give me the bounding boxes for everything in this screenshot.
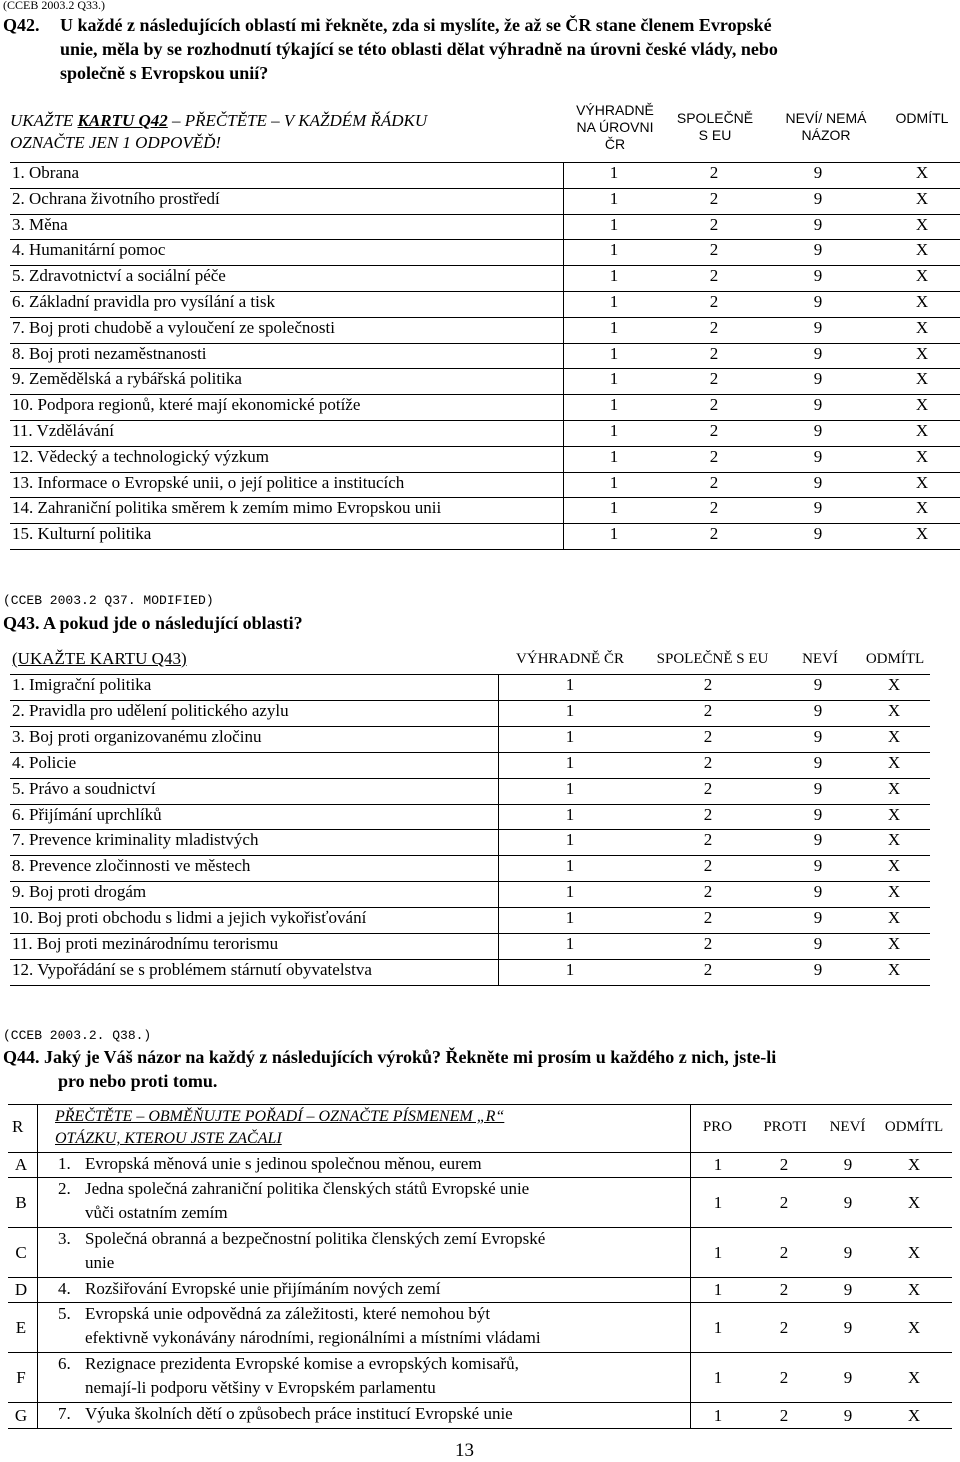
q42-answer-code: 2	[709, 498, 719, 517]
q44-answer-code: 2	[779, 1368, 789, 1387]
rule-line	[8, 1402, 952, 1403]
q44-answer-code: 9	[843, 1368, 853, 1387]
q42-answer-code: 1	[609, 498, 619, 517]
q43-item-label: 8. Prevence zločinnosti ve městech	[12, 856, 251, 875]
rule-line	[10, 549, 960, 550]
q43-answer-code: 2	[703, 779, 713, 798]
q44-item-number: 7.	[58, 1404, 71, 1423]
q44-item-text: Rezignace prezidenta Evropské komise a evropských komisařů,	[85, 1354, 519, 1373]
q44-col-header-pro: PRO	[702, 1119, 733, 1135]
q42-answer-code: 1	[609, 318, 619, 337]
q42-answer-code: 1	[609, 473, 619, 492]
q43-item-label: 5. Právo a soudnictví	[12, 779, 156, 798]
q43-answer-code: X	[887, 701, 901, 720]
q42-answer-code: X	[915, 292, 929, 311]
q44-item-text: nemají-li podporu většiny v Evropském parlamentu	[85, 1378, 436, 1397]
q43-answer-code: 1	[565, 856, 575, 875]
source-reference: (CCEB 2003.2 Q33.)	[3, 0, 105, 12]
q43-item-label: 9. Boj proti drogám	[12, 882, 147, 901]
q44-item-text: Rozšiřování Evropské unie přijímáním nových zemí	[85, 1279, 441, 1298]
q42-col-header-cr: VÝHRADNĚ NA ÚROVNI ČR	[576, 102, 654, 152]
q44-item-number: 1.	[58, 1154, 71, 1173]
q43-answer-code: X	[887, 830, 901, 849]
q42-answer-code: 1	[609, 447, 619, 466]
q43-answer-code: X	[887, 856, 901, 875]
q42-answer-code: 9	[813, 189, 823, 208]
rule-line	[8, 1428, 952, 1429]
q42-question-line-1: U každé z následujících oblastí mi řekněte, zda si myslíte, že až se ČR stane členem Evropské	[60, 15, 772, 35]
q43-item-label: 3. Boj proti organizovanému zločinu	[12, 727, 262, 746]
q43-answer-code: 1	[565, 701, 575, 720]
q42-answer-code: 1	[609, 189, 619, 208]
q43-answer-code: X	[887, 882, 901, 901]
q44-answer-code: X	[907, 1280, 921, 1299]
q43-answer-code: X	[887, 779, 901, 798]
q44-item-number: 5.	[58, 1304, 71, 1323]
q42-answer-code: 9	[813, 395, 823, 414]
q42-item-label: 3. Měna	[12, 215, 68, 234]
q42-answer-code: 2	[709, 344, 719, 363]
q43-answer-code: 9	[813, 856, 823, 875]
q44-item-text: Jedna společná zahraniční politika členských států Evropské unie	[85, 1179, 530, 1198]
q43-answer-code: 1	[565, 934, 575, 953]
q42-col-header-nevi: NEVÍ/ NEMÁ NÁZOR	[785, 110, 867, 143]
q42-answer-code: 1	[609, 292, 619, 311]
q42-answer-code: X	[915, 395, 929, 414]
q44-item-text: Společná obranná a bezpečnostní politika členských zemí Evropské	[85, 1229, 546, 1248]
q43-answer-code: X	[887, 675, 901, 694]
q43-item-label: 10. Boj proti obchodu s lidmi a jejich vykořisťování	[12, 908, 367, 927]
q43-answer-code: 2	[703, 830, 713, 849]
rule-line	[8, 1104, 952, 1105]
q42-answer-code: 9	[813, 240, 823, 259]
q43-answer-code: 9	[813, 882, 823, 901]
q44-item-text: unie	[85, 1253, 115, 1272]
q44-answer-code: X	[907, 1406, 921, 1425]
q42-answer-code: 2	[709, 524, 719, 543]
rule-line	[8, 1152, 952, 1153]
q43-answer-code: 1	[565, 960, 575, 979]
q43-item-label: 7. Prevence kriminality mladistvých	[12, 830, 259, 849]
q42-answer-code: 2	[709, 447, 719, 466]
q42-answer-code: 2	[709, 318, 719, 337]
q43-answer-code: 1	[565, 908, 575, 927]
q44-item-number: 2.	[58, 1179, 71, 1198]
q43-answer-code: 1	[565, 779, 575, 798]
q44-answer-code: 9	[843, 1155, 853, 1174]
q42-answer-code: 1	[609, 215, 619, 234]
q44-answer-code: 2	[779, 1318, 789, 1337]
q43-item-label: 1. Imigrační politika	[12, 675, 152, 694]
q43-answer-code: 2	[703, 856, 713, 875]
q44-answer-code: X	[907, 1193, 921, 1212]
q44-answer-code: 1	[713, 1318, 723, 1337]
q44-answer-code: X	[907, 1243, 921, 1262]
page-number: 13	[455, 1440, 474, 1461]
q42-col-header-eu: SPOLEČNĚ S EU	[676, 110, 754, 143]
q44-item-text: Výuka školních dětí o způsobech práce institucí Evropské unie	[85, 1404, 513, 1423]
q42-col-header-odmitl: ODMÍTL	[895, 110, 949, 126]
q42-answer-code: 1	[609, 163, 619, 182]
q43-answer-code: 9	[813, 934, 823, 953]
q44-answer-code: X	[907, 1155, 921, 1174]
q42-answer-code: X	[915, 163, 929, 182]
q43-answer-code: X	[887, 727, 901, 746]
q42-item-label: 6. Základní pravidla pro vysílání a tisk	[12, 292, 275, 311]
q42-answer-code: X	[915, 344, 929, 363]
q44-item-number: 3.	[58, 1229, 71, 1248]
q43-instruction: (UKAŽTE KARTU Q43)	[12, 649, 187, 668]
q44-item-text: Evropská měnová unie s jedinou společnou měnou, eurem	[85, 1154, 482, 1173]
q42-answer-code: 9	[813, 369, 823, 388]
q44-row-letter: E	[15, 1318, 27, 1337]
q43-answer-code: 2	[703, 805, 713, 824]
q43-answer-code: 9	[813, 701, 823, 720]
q44-row-letter: C	[15, 1243, 27, 1262]
q42-answer-code: X	[915, 498, 929, 517]
q42-answer-code: 1	[609, 266, 619, 285]
q42-question-line-2: unie, měla by se rozhodnutí týkající se této oblasti dělat výhradně na úrovni české vlády, nebo	[60, 39, 778, 59]
rule-line	[8, 1352, 952, 1353]
q43-answer-code: 2	[703, 934, 713, 953]
q42-item-label: 1. Obrana	[12, 163, 80, 182]
q44-item-number: 6.	[58, 1354, 71, 1373]
q43-answer-code: X	[887, 960, 901, 979]
q44-answer-code: 9	[843, 1193, 853, 1212]
q43-answer-code: 2	[703, 882, 713, 901]
q44-row-letter: B	[15, 1193, 27, 1212]
q44-row-letter: D	[14, 1280, 28, 1299]
q43-answer-code: 2	[703, 701, 713, 720]
q43-item-label: 11. Boj proti mezinárodnímu terorismu	[12, 934, 279, 953]
q44-answer-code: 9	[843, 1243, 853, 1262]
q42-answer-code: X	[915, 240, 929, 259]
q43-answer-code: 9	[813, 727, 823, 746]
q44-instruction-line-1: PŘEČTĚTE – OBMĚŇUJTE POŘADÍ – OZNAČTE PÍSMENEM „R“	[55, 1108, 505, 1125]
q44-col-header-odmitl: ODMÍTL	[884, 1119, 944, 1135]
q42-item-label: 2. Ochrana životního prostředí	[12, 189, 220, 208]
q42-answer-code: 9	[813, 498, 823, 517]
q44-instruction-line-2: OTÁZKU, KTEROU JSTE ZAČALI	[55, 1130, 282, 1147]
q44-answer-code: 2	[779, 1243, 789, 1262]
q44-answer-code: 1	[713, 1406, 723, 1425]
rule-line	[10, 985, 930, 986]
column-divider	[498, 674, 499, 985]
q44-answer-code: X	[907, 1318, 921, 1337]
q43-answer-code: 1	[565, 753, 575, 772]
q43-answer-code: X	[887, 805, 901, 824]
q43-answer-code: X	[887, 908, 901, 927]
q42-answer-code: 2	[709, 163, 719, 182]
q42-answer-code: 9	[813, 163, 823, 182]
q43-item-label: 12. Vypořádání se s problémem stárnutí obyvatelstva	[12, 960, 372, 979]
q42-question-line-3: společně s Evropskou unií?	[60, 63, 269, 83]
q43-answer-code: 2	[703, 675, 713, 694]
q42-answer-code: 2	[709, 240, 719, 259]
q43-answer-code: 1	[565, 727, 575, 746]
q43-col-header-eu: SPOLEČNĚ S EU	[656, 651, 769, 667]
q42-answer-code: 9	[813, 266, 823, 285]
q42-answer-code: 9	[813, 318, 823, 337]
rule-line	[8, 1277, 952, 1278]
q42-answer-code: 2	[709, 266, 719, 285]
q42-answer-code: 2	[709, 473, 719, 492]
q42-item-label: 12. Vědecký a technologický výzkum	[12, 447, 269, 466]
q42-answer-code: 9	[813, 215, 823, 234]
q43-item-label: 2. Pravidla pro udělení politického azylu	[12, 701, 289, 720]
q42-answer-code: 9	[813, 473, 823, 492]
rule-line	[10, 881, 930, 882]
q42-answer-code: 9	[813, 292, 823, 311]
q43-answer-code: 9	[813, 675, 823, 694]
q42-number: Q42.	[3, 15, 40, 35]
q44-answer-code: X	[907, 1368, 921, 1387]
q44-answer-code: 1	[713, 1193, 723, 1212]
column-divider	[690, 1104, 691, 1429]
q43-answer-code: 9	[813, 805, 823, 824]
q44-row-letter: G	[14, 1406, 28, 1425]
q43-title: Q43. A pokud jde o následující oblasti?	[3, 613, 303, 633]
q44-row-letter: F	[16, 1368, 26, 1387]
q42-answer-code: 2	[709, 215, 719, 234]
q43-answer-code: 9	[813, 908, 823, 927]
q43-col-header-cr: VÝHRADNĚ ČR	[516, 651, 624, 667]
q44-col-header-proti: PROTI	[763, 1119, 807, 1135]
q42-instruction-line-2: OZNAČTE JEN 1 ODPOVĚĎ!	[10, 133, 222, 152]
q42-instruction-line-1: UKAŽTE KARTU Q42 – PŘEČTĚTE – V KAŽDÉM ŘÁDKU	[10, 111, 428, 130]
q42-answer-code: 9	[813, 344, 823, 363]
q42-answer-code: 1	[609, 524, 619, 543]
q42-answer-code: X	[915, 318, 929, 337]
q42-answer-code: X	[915, 421, 929, 440]
q44-answer-code: 2	[779, 1406, 789, 1425]
q42-answer-code: 2	[709, 369, 719, 388]
column-divider	[563, 162, 564, 549]
q42-answer-code: X	[915, 447, 929, 466]
q44-answer-code: 2	[779, 1155, 789, 1174]
q44-answer-code: 9	[843, 1280, 853, 1299]
q42-item-label: 11. Vzdělávání	[12, 421, 114, 440]
column-divider	[37, 1104, 38, 1429]
q43-item-label: 6. Přijímání uprchlíků	[12, 805, 162, 824]
q44-answer-code: 1	[713, 1155, 723, 1174]
q43-answer-code: 1	[565, 805, 575, 824]
q43-answer-code: 9	[813, 830, 823, 849]
q42-answer-code: X	[915, 215, 929, 234]
q42-answer-code: 1	[609, 240, 619, 259]
q43-answer-code: X	[887, 934, 901, 953]
q42-answer-code: 9	[813, 447, 823, 466]
q42-item-label: 9. Zemědělská a rybářská politika	[12, 369, 242, 388]
q44-answer-code: 9	[843, 1406, 853, 1425]
q43-answer-code: 2	[703, 753, 713, 772]
q43-answer-code: 9	[813, 779, 823, 798]
q42-item-label: 13. Informace o Evropské unii, o její politice a institucích	[12, 473, 405, 492]
q42-answer-code: X	[915, 266, 929, 285]
q42-answer-code: X	[915, 189, 929, 208]
q43-source-reference: (CCEB 2003.2 Q37. MODIFIED)	[3, 593, 214, 608]
q42-item-label: 8. Boj proti nezaměstnanosti	[12, 344, 207, 363]
q43-answer-code: 2	[703, 908, 713, 927]
q44-answer-code: 1	[713, 1280, 723, 1299]
q44-item-text: vůči ostatním zemím	[85, 1203, 228, 1222]
q44-row-letter: A	[14, 1155, 28, 1174]
q43-answer-code: X	[887, 753, 901, 772]
rule-line	[8, 1302, 952, 1303]
q44-answer-code: 1	[713, 1368, 723, 1387]
q42-answer-code: 9	[813, 421, 823, 440]
q44-source-reference: (CCEB 2003.2. Q38.)	[3, 1028, 152, 1043]
q44-item-text: Evropská unie odpovědná za záležitosti, které nemohou být	[85, 1304, 491, 1323]
q42-item-label: 7. Boj proti chudobě a vyloučení ze společnosti	[12, 318, 335, 337]
q42-item-label: 5. Zdravotnictví a sociální péče	[12, 266, 226, 285]
q43-answer-code: 2	[703, 960, 713, 979]
q44-header-r: R	[12, 1117, 24, 1136]
q42-answer-code: X	[915, 369, 929, 388]
q44-answer-code: 2	[779, 1280, 789, 1299]
q43-answer-code: 1	[565, 675, 575, 694]
q42-answer-code: 1	[609, 421, 619, 440]
q43-col-header-nevi: NEVÍ	[802, 651, 838, 667]
q43-answer-code: 9	[813, 753, 823, 772]
q44-item-text: efektivně vykonávány národními, regionálními a místními vládami	[85, 1328, 541, 1347]
q42-item-label: 4. Humanitární pomoc	[12, 240, 166, 259]
rule-line	[8, 1227, 952, 1228]
q42-answer-code: 1	[609, 395, 619, 414]
q43-item-label: 4. Policie	[12, 753, 77, 772]
q43-answer-code: 2	[703, 727, 713, 746]
q43-answer-code: 1	[565, 830, 575, 849]
q42-answer-code: X	[915, 473, 929, 492]
q42-item-label: 10. Podpora regionů, které mají ekonomické potíže	[12, 395, 361, 414]
q42-answer-code: 1	[609, 344, 619, 363]
q42-item-label: 15. Kulturní politika	[12, 524, 152, 543]
q43-answer-code: 9	[813, 960, 823, 979]
q44-col-header-nevi: NEVÍ	[829, 1119, 866, 1135]
q42-answer-code: 9	[813, 524, 823, 543]
q44-title-line-2: pro nebo proti tomu.	[58, 1071, 218, 1091]
q43-answer-code: 1	[565, 882, 575, 901]
q42-answer-code: 2	[709, 395, 719, 414]
q42-item-label: 14. Zahraniční politika směrem k zemím mimo Evropskou unii	[12, 498, 442, 517]
q42-answer-code: X	[915, 524, 929, 543]
q42-answer-code: 1	[609, 369, 619, 388]
q44-title-line-1: Q44. Jaký je Váš názor na každý z následujících výroků? Řekněte mi prosím u každého z nich, jste-li	[3, 1047, 777, 1067]
q42-answer-code: 2	[709, 421, 719, 440]
rule-line	[10, 752, 930, 753]
rule-line	[8, 1177, 952, 1178]
q44-item-number: 4.	[58, 1279, 71, 1298]
q44-answer-code: 9	[843, 1318, 853, 1337]
q42-answer-code: 2	[709, 189, 719, 208]
q43-col-header-odmitl: ODMÍTL	[865, 651, 925, 667]
q44-answer-code: 1	[713, 1243, 723, 1262]
q42-answer-code: 2	[709, 292, 719, 311]
q44-answer-code: 2	[779, 1193, 789, 1212]
